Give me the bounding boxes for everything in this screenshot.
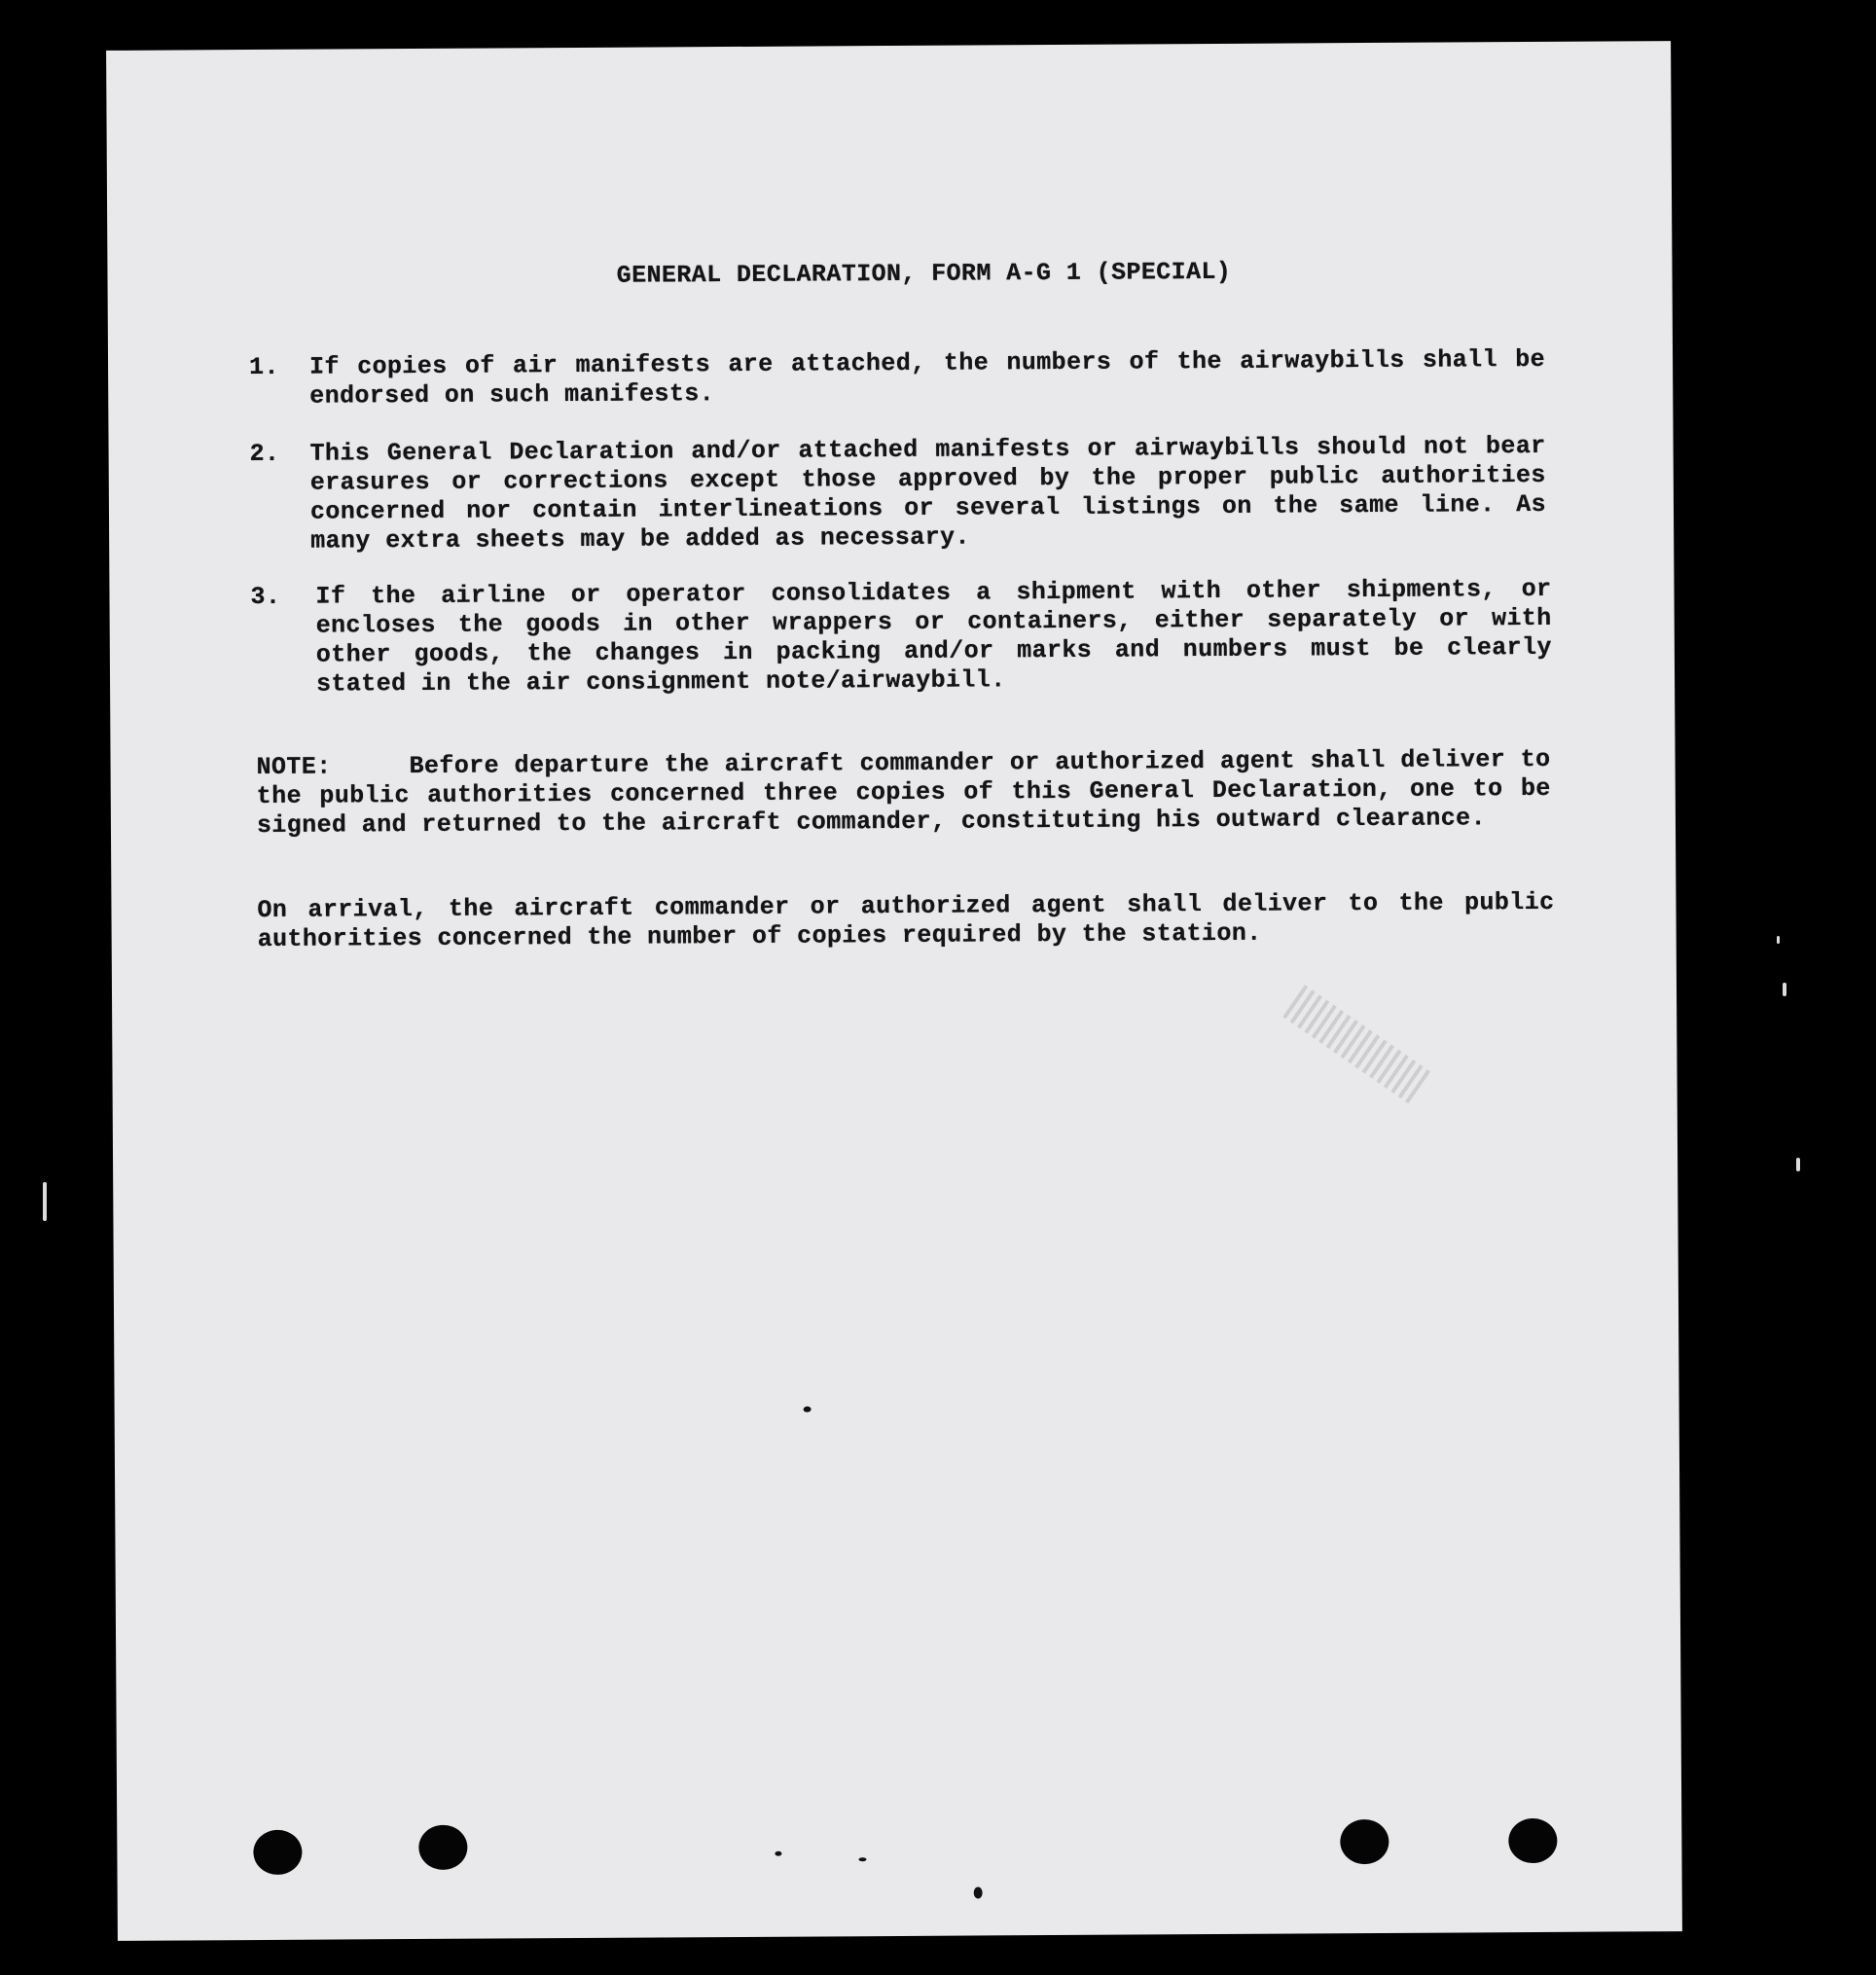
punch-hole [1508, 1818, 1557, 1863]
note-text: Before departure the aircraft commander or authorized agent shall deliver to the public authorities concerned three copies of this General Declaration, one to be signed and returned to the aircraft commander, constituting his outward clearance. [256, 744, 1551, 840]
scan-edge-mark [1783, 983, 1786, 996]
punch-hole [418, 1825, 467, 1870]
document-title: GENERAL DECLARATION, FORM A-G 1 (SPECIAL) [616, 257, 1232, 290]
ink-speck [775, 1851, 781, 1856]
item-text: If the airline or operator consolidates a shipment with other shipments, or encloses the goods in other wrappers or containers, either separately or with other goods, the changes in packing and/or marks and numbers must be clearly stated in the air consignment note/airwaybill. [315, 574, 1552, 699]
punch-hole [1340, 1819, 1389, 1864]
document-page [106, 41, 1682, 1941]
note-label: NOTE: [256, 752, 332, 781]
scan-edge-mark [1777, 936, 1780, 944]
item-number: 2. [249, 439, 280, 469]
item-number: 3. [250, 582, 281, 612]
punch-hole [253, 1830, 302, 1875]
list-item [250, 574, 1662, 700]
item-number: 1. [248, 352, 279, 382]
scan-edge-mark [1796, 1158, 1800, 1171]
ink-speck [804, 1407, 812, 1413]
scan-edge-mark [43, 1182, 47, 1221]
ink-speck [858, 1857, 866, 1861]
item-text: This General Declaration and/or attached manifests or airwaybills should not bear erasures or corrections except those approved by the proper public authorities concerned nor contain interlineations or several listings on the same line. As many extra sheets may be added as necessary. [309, 431, 1547, 556]
list-item [250, 431, 1662, 557]
ink-speck [974, 1886, 983, 1898]
note-paragraph [256, 745, 1551, 841]
list-item [249, 344, 1660, 412]
faded-stamp-mark [1282, 985, 1432, 1105]
arrival-paragraph: On arrival, the aircraft commander or authorized agent shall deliver to the public authorities concerned the number of copies required by the station. [257, 887, 1555, 953]
item-text: If copies of air manifests are attached, the numbers of the airwaybills shall be endorsed on such manifests. [308, 344, 1546, 411]
